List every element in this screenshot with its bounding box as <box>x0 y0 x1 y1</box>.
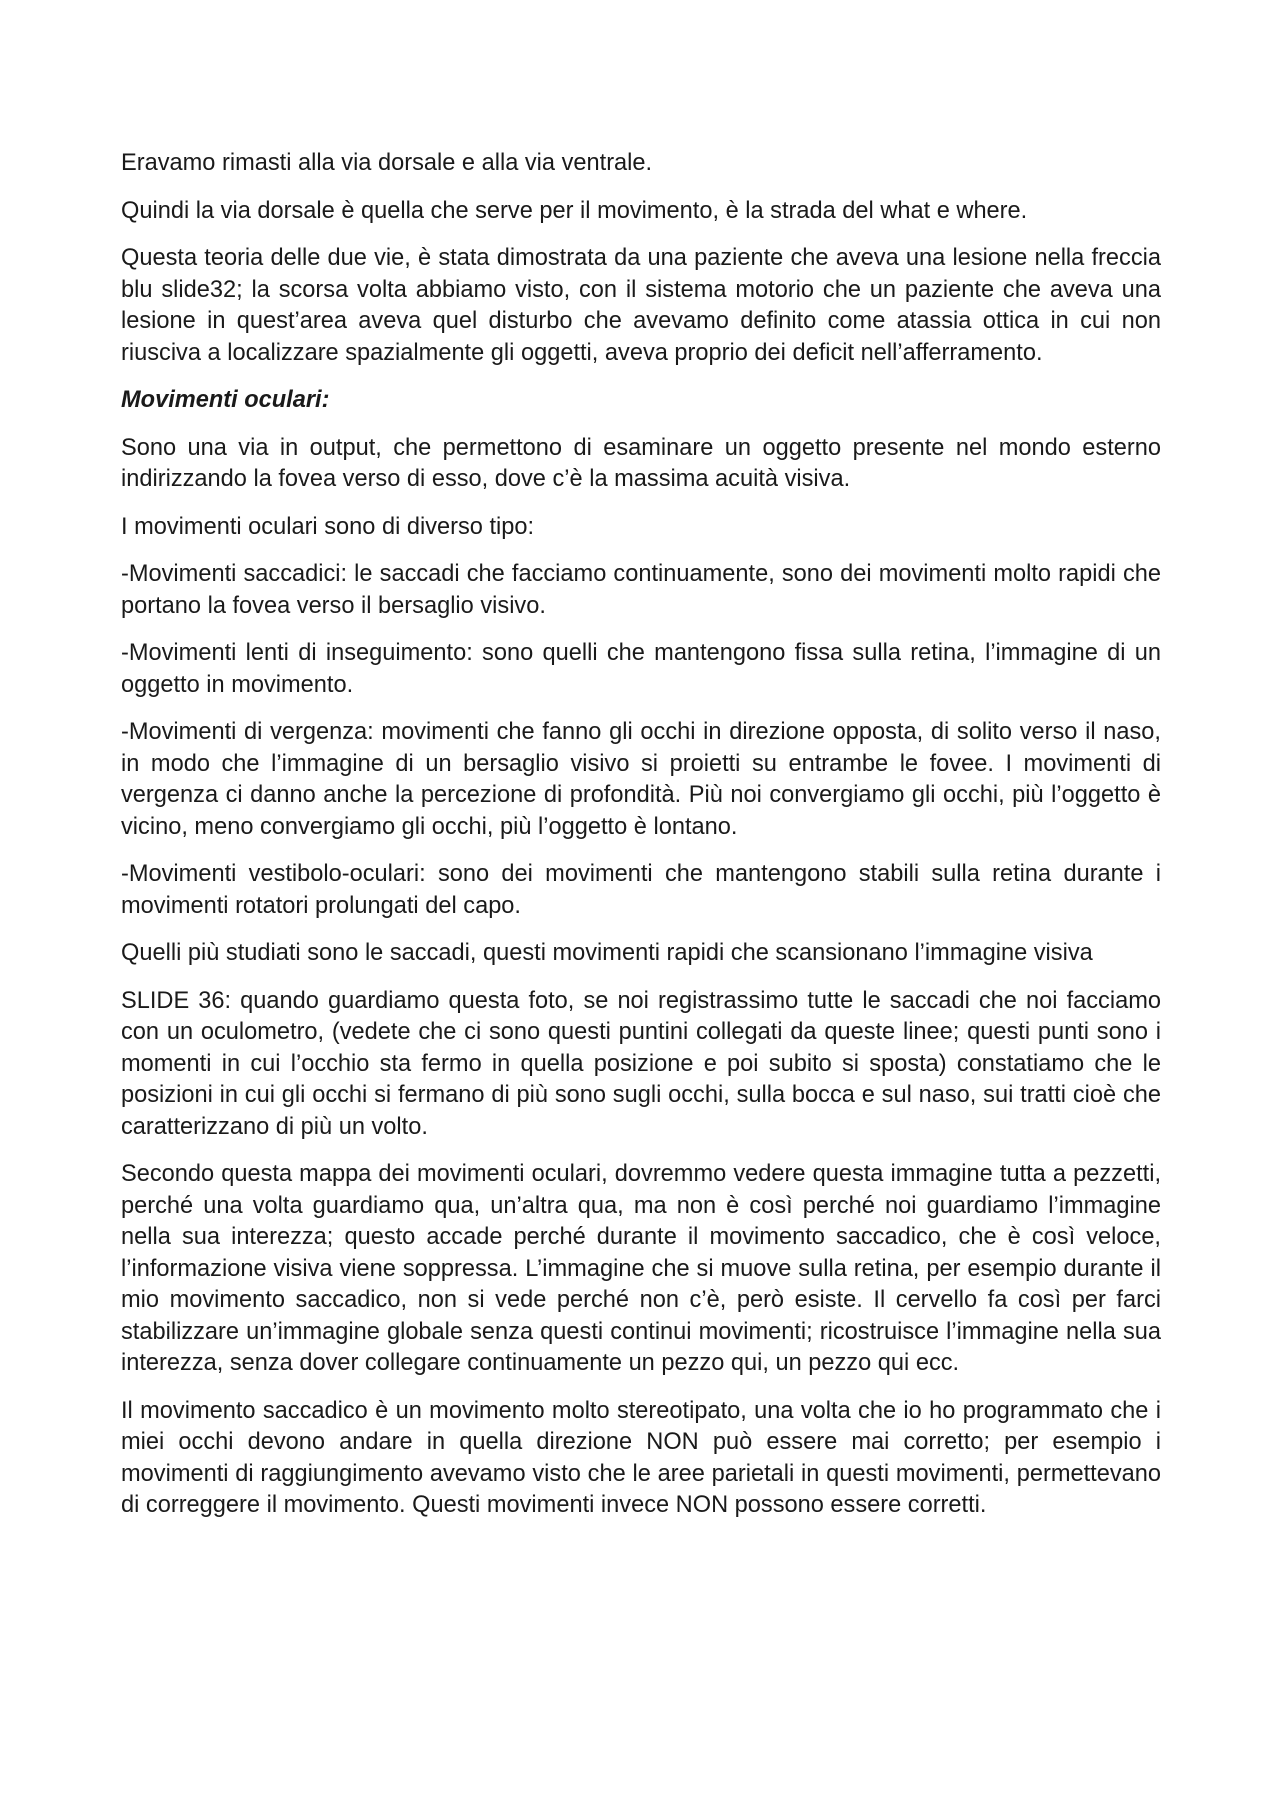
paragraph-saccadic: -Movimenti saccadici: le saccadi che facciamo continuamente, sono dei movimenti molto rapidi che portano la fovea verso il bersaglio visivo. <box>121 561 1161 619</box>
paragraph-smooth-pursuit: -Movimenti lenti di inseguimento: sono quelli che mantengono fissa sulla retina, l’immagine di un oggetto in movimento. <box>121 640 1161 698</box>
paragraph-two-paths-theory: Questa teoria delle due vie, è stata dimostrata da una paziente che aveva una lesione nella freccia blu slide32; la scorsa volta abbiamo visto, con il sistema motorio che un paziente che aveva una lesione in quest’area aveva quel disturbo che avevamo definito come atassia ottica in cui non riusciva a localizzare spazialmente gli oggetti, aveva proprio dei deficit nell’afferramento. <box>121 245 1161 366</box>
paragraph-slide-36: SLIDE 36: quando guardiamo questa foto, se noi registrassimo tutte le saccadi che noi facciamo con un oculometro, (vedete che ci sono questi puntini collegati da queste linee; questi punti sono i momenti in cui l’occhio sta fermo in quella posizione e poi subito si sposta) constatiamo che le posizioni in cui gli occhi si fermano di più sono sugli occhi, sulla bocca e sul naso, sui tratti cioè che caratterizzano di più un volto. <box>121 987 1161 1140</box>
document-page <box>121 148 1161 1538</box>
section-heading: Movimenti oculari: <box>121 387 330 413</box>
paragraph-vestibulo-ocular: -Movimenti vestibolo-oculari: sono dei movimenti che mantengono stabili sulla retina durante i movimenti rotatori prolungati del capo. <box>121 861 1161 919</box>
paragraph-movement-types: I movimenti oculari sono di diverso tipo: <box>121 513 535 540</box>
paragraph-output-path: Sono una via in output, che permettono di esaminare un oggetto presente nel mondo esterno indirizzando la fovea verso di esso, dove c’è la massima acuità visiva. <box>121 434 1161 492</box>
paragraph-dorsal-path: Quindi la via dorsale è quella che serve per il movimento, è la strada del what e where. <box>121 197 1028 224</box>
paragraph-most-studied: Quelli più studiati sono le saccadi, questi movimenti rapidi che scansionano l’immagine visiva <box>121 940 1093 966</box>
paragraph-intro: Eravamo rimasti alla via dorsale e alla via ventrale. <box>121 150 653 176</box>
paragraph-vergence: -Movimenti di vergenza: movimenti che fanno gli occhi in direzione opposta, di solito verso il naso, in modo che l’immagine di un bersaglio visivo si proietti su entrambe le fovee. I movimenti di vergenza ci danno anche la percezione di profondità. Più noi convergiamo gli occhi, più l’oggetto è vicino, meno convergiamo gli occhi, più l’oggetto è lontano. <box>121 719 1161 840</box>
paragraph-stereotyped-movement: Il movimento saccadico è un movimento molto stereotipato, una volta che io ho programmato che i miei occhi devono andare in quella direzione NON può essere mai corretto; per esempio i movimenti di raggiungimento avevamo visto che le aree parietali in questi movimenti, permettevano di correggere il movimento. Questi movimenti invece NON possono essere corretti. <box>121 1397 1161 1518</box>
paragraph-eye-movement-map: Secondo questa mappa dei movimenti oculari, dovremmo vedere questa immagine tutta a pezzetti, perché una volta guardiamo qua, un’altra qua, ma non è così perché noi guardiamo l’immagine nella sua interezza; questo accade perché durante il movimento saccadico, che è così veloce, l’informazione visiva viene soppressa. L’immagine che si muove sulla retina, per esempio durante il mio movimento saccadico, non si vede perché non c’è, però esiste. Il cervello fa così per farci stabilizzare un’immagine globale senza questi continui movimenti; ricostruisce l’immagine nella sua interezza, senza dover collegare continuamente un pezzo qui, un pezzo qui ecc. <box>121 1161 1161 1376</box>
